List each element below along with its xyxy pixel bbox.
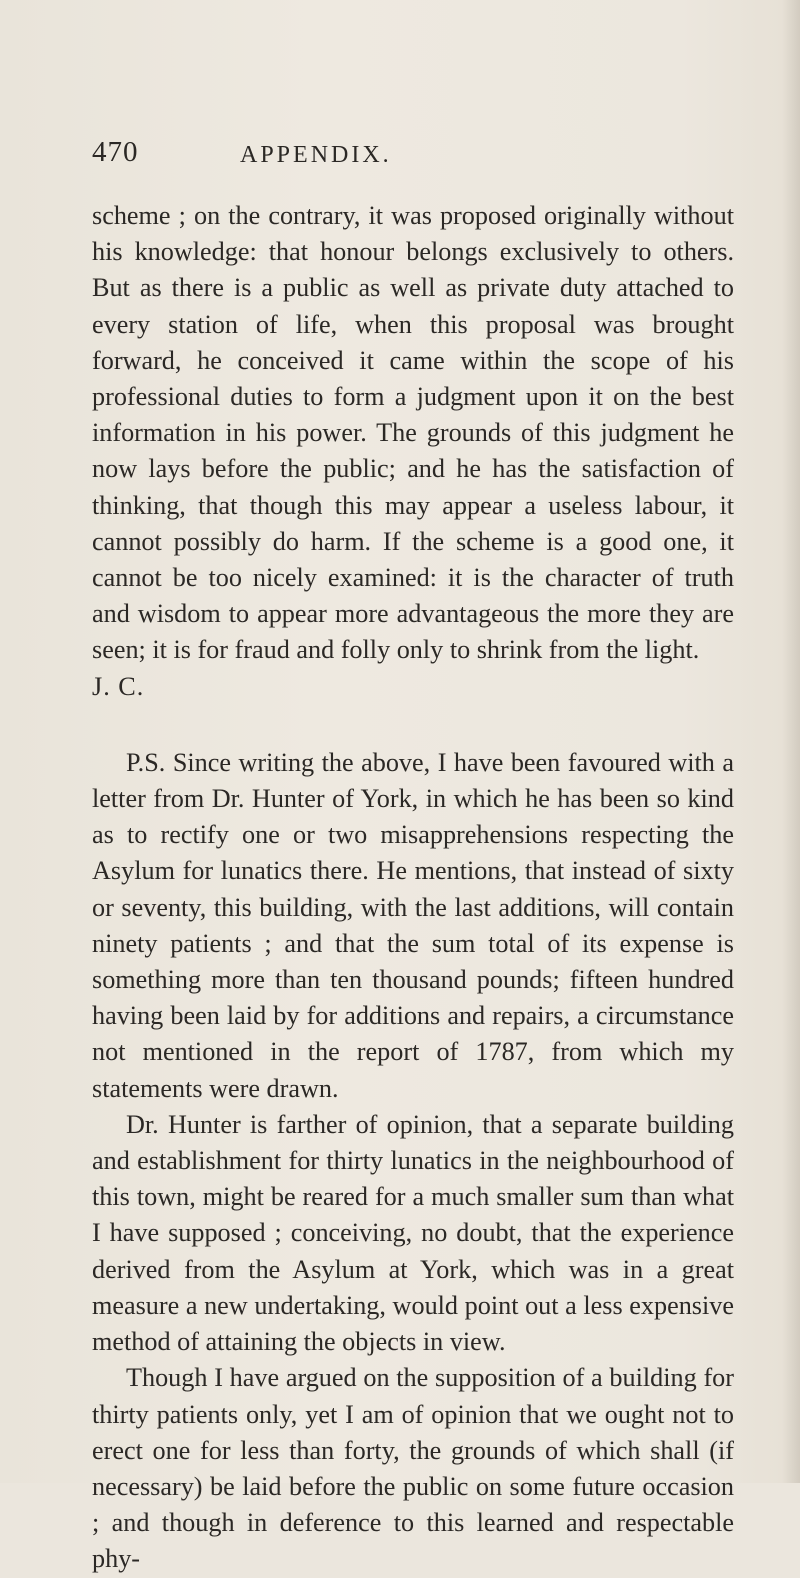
signature-initials: J. C.	[92, 671, 145, 701]
body-text	[92, 198, 734, 1578]
page-number: 470	[92, 136, 139, 168]
paragraph-continued: scheme ; on the contrary, it was proposed originally without his knowledge: that honour belongs exclusively to others. But as there is a public as well as private duty attached to every station of life, when this proposal was brought forward, he conceived it came within the scope of his professional duties to form a judgment upon it on the best information in his power. The grounds of this judgment he now lays before the public; and he has the satisfaction of thinking, that though this may appear a useless labour, it cannot possibly do harm. If the scheme is a good one, it cannot be too nicely examined: it is the character of truth and wisdom to appear more advantageous the more they are seen; it is for fraud and folly only to shrink from the light.	[92, 201, 734, 665]
paragraph-hunter-opinion: Dr. Hunter is farther of opinion, that a separate building and establishment for thirty lunatics in the neighbourhood of this town, might be reared for a much smaller sum than what I have supposed ; conceiving, no doubt, that the experience derived from the Asylum at York, which was in a great measure a new undertaking, would point out a less expensive method of attaining the objects in view.	[92, 1109, 734, 1357]
paragraph-forty-patients: Though I have argued on the supposition of a building for thirty patients only, yet I am of opinion that we ought not to erect one for less than forty, the grounds of which shall (if necessary) be laid before the public on some future occasion ; and though in deference to this learned and respectable phy-	[92, 1363, 734, 1574]
running-head: APPENDIX.	[240, 142, 392, 168]
paragraph-postscript: P.S. Since writing the above, I have been favoured with a letter from Dr. Hunter of York, in which he has been so kind as to rectify one or two misapprehensions respecting the Asylum for lunatics there. He mentions, that instead of sixty or seventy, this building, with the last additions, will contain ninety patients ; and that the sum total of its expense is something more than ten thousand pounds; fifteen hundred having been laid by for additions and repairs, a circumstance not mentioned in the report of 1787, from which my statements were drawn.	[92, 747, 734, 1103]
page-header	[92, 136, 732, 186]
page-edge-shadow	[782, 0, 800, 1483]
